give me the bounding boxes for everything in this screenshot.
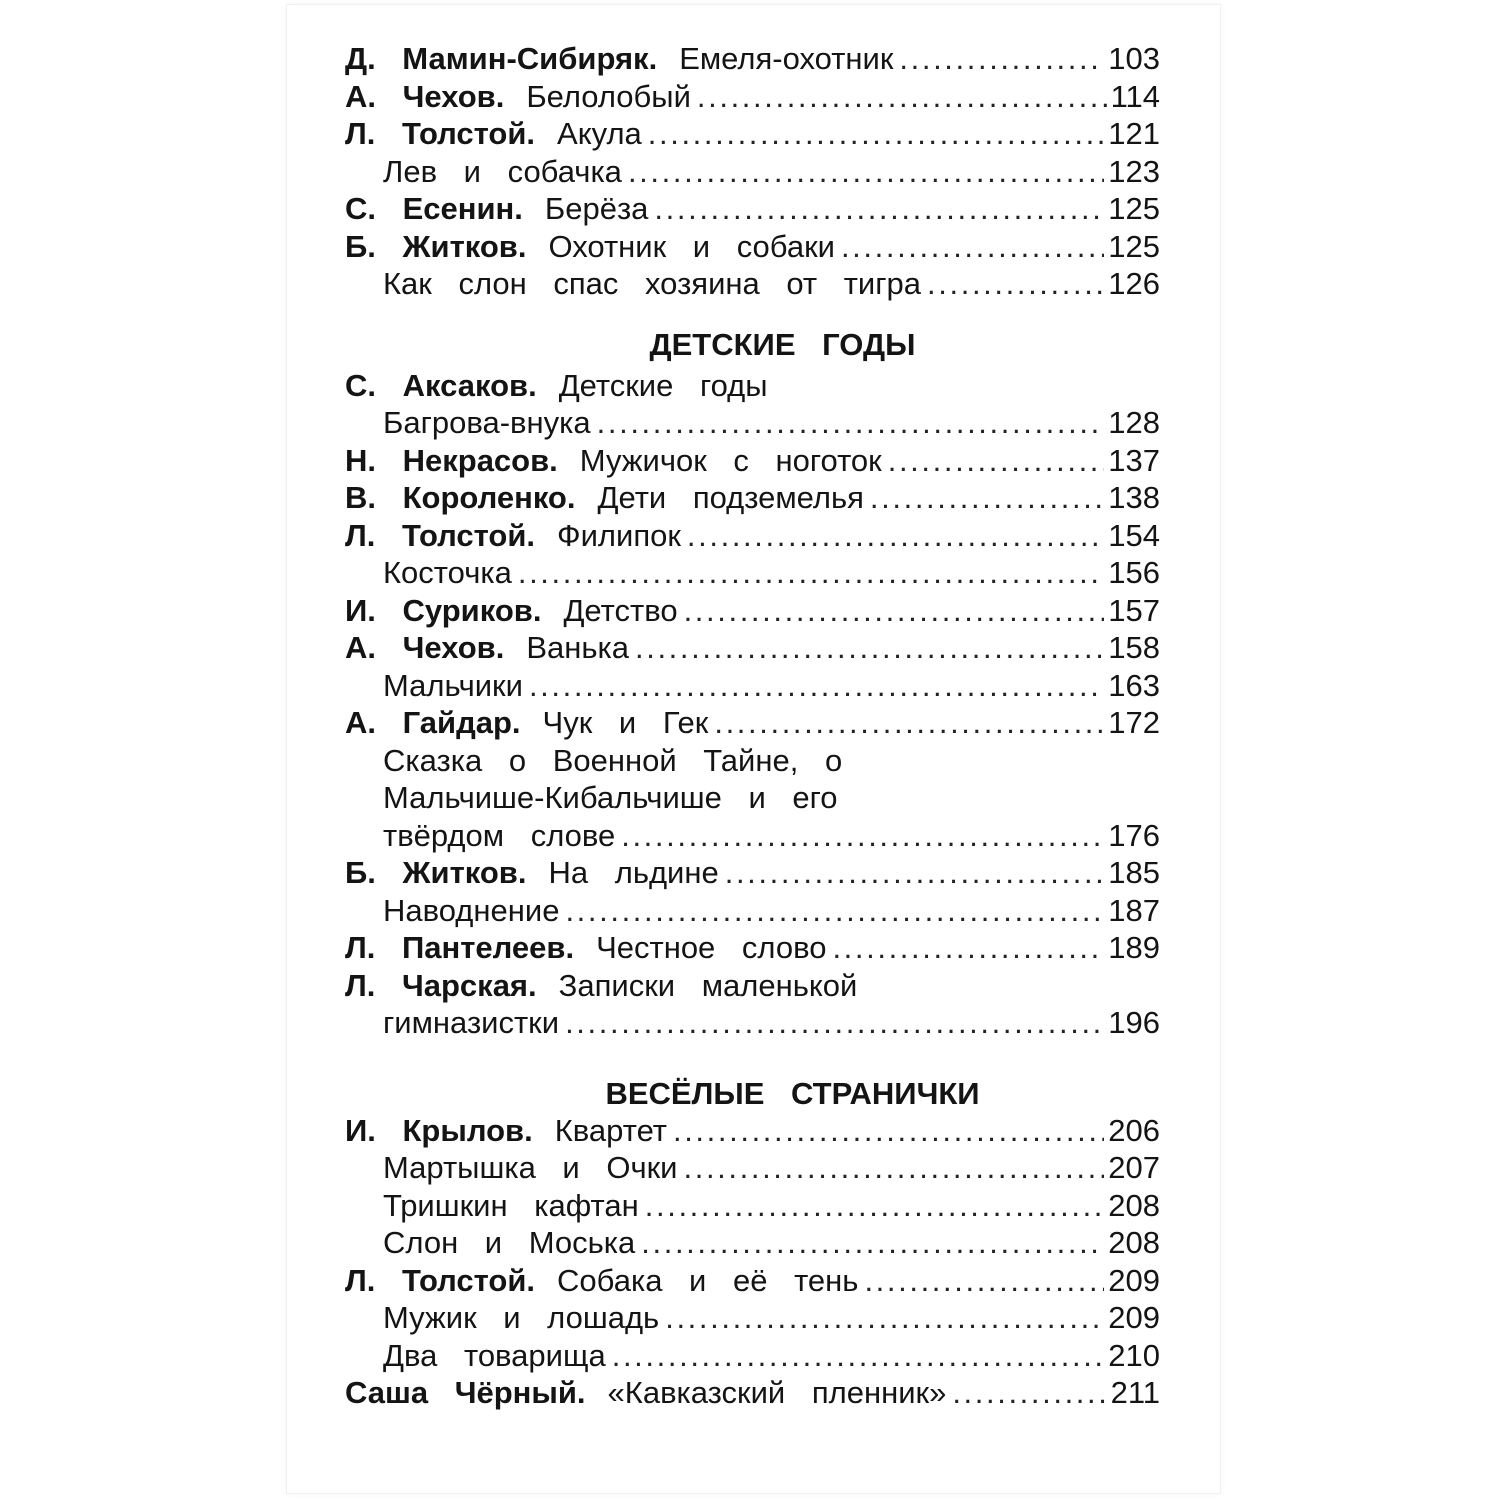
toc-title: Косточка	[383, 555, 512, 590]
toc-title: Чук и Гек	[542, 705, 709, 740]
toc-title: Два товарища	[383, 1337, 606, 1373]
toc-entry	[345, 115, 1160, 153]
toc-entry	[345, 1262, 1160, 1300]
toc-page-number: 185	[1108, 855, 1160, 890]
toc-page-number: 196	[1108, 1005, 1160, 1040]
dot-leader	[665, 1299, 1104, 1337]
toc-entry	[345, 153, 1160, 191]
toc-entry-continuation	[345, 1004, 1160, 1042]
toc-author: А. Чехов.	[345, 630, 505, 665]
dot-leader	[597, 404, 1105, 442]
toc-entry	[345, 929, 1160, 967]
toc-title: Мальчише-Кибальчише и его	[383, 780, 838, 815]
dot-leader	[648, 115, 1104, 153]
toc-author: А. Чехов.	[345, 78, 505, 114]
toc-title: Наводнение	[383, 892, 560, 928]
toc-page-number: 207	[1108, 1150, 1160, 1185]
toc-author: А. Гайдар.	[345, 705, 521, 740]
toc-page-number: 123	[1108, 153, 1160, 189]
toc-page-number: 121	[1108, 116, 1160, 151]
toc-page-number: 210	[1108, 1337, 1160, 1373]
toc-title: Акула	[557, 116, 642, 151]
toc-title: Квартет	[554, 1112, 667, 1148]
toc-title: Записки маленькой	[558, 967, 858, 1003]
dot-leader	[841, 228, 1104, 266]
dot-leader	[687, 517, 1104, 555]
toc-page-number: 172	[1108, 705, 1160, 740]
toc-title: Мужичок с ноготок	[579, 442, 882, 478]
toc-entry	[345, 479, 1160, 517]
toc-page-number: 158	[1108, 630, 1160, 665]
toc-title: Мартышка и Очки	[383, 1150, 678, 1185]
toc-entry	[345, 442, 1160, 480]
section-heading-veselye-stranichki: ВЕСЁЛЫЕ СТРАНИЧКИ	[605, 1075, 980, 1111]
toc-entry	[345, 1112, 1160, 1150]
toc-page-number: 114	[1110, 78, 1160, 114]
toc-entry	[345, 517, 1160, 555]
toc-page-number: 189	[1108, 930, 1160, 965]
toc-page-number: 211	[1110, 1375, 1160, 1410]
toc-entry	[345, 854, 1160, 892]
dot-leader	[628, 153, 1104, 191]
toc-title: Честное слово	[596, 930, 827, 965]
toc-author: Л. Чарская.	[345, 967, 537, 1003]
toc-entry	[345, 265, 1160, 303]
toc-title: Белолобый	[526, 78, 691, 114]
toc-entry	[345, 40, 1160, 78]
toc-title: Слон и Моська	[383, 1225, 636, 1260]
toc-entry	[345, 1299, 1160, 1337]
toc-page-number: 138	[1108, 480, 1160, 515]
dot-leader	[684, 1149, 1105, 1187]
dot-leader	[612, 1337, 1105, 1375]
toc-author: И. Суриков.	[345, 592, 542, 628]
dot-leader	[927, 265, 1104, 303]
toc-page-number: 125	[1108, 191, 1160, 226]
toc-entry	[345, 78, 1160, 116]
toc-title: Багрова-внука	[383, 405, 591, 440]
toc-title: Мальчики	[383, 667, 523, 703]
toc-entry	[345, 704, 1160, 742]
toc-author: Л. Толстой.	[345, 1262, 536, 1298]
dot-leader	[725, 854, 1105, 892]
toc-title: Лев и собачка	[383, 153, 622, 189]
toc-title: Детство	[563, 592, 678, 628]
toc-author: С. Аксаков.	[345, 367, 537, 403]
toc-entry	[345, 629, 1160, 667]
toc-title: Ванька	[526, 630, 629, 665]
dot-leader	[529, 667, 1104, 705]
dot-leader	[654, 190, 1104, 228]
toc-group-1	[345, 40, 1160, 303]
dot-leader	[952, 1374, 1106, 1412]
toc-title: гимназистки	[383, 1005, 560, 1040]
toc-author: С. Есенин.	[345, 191, 523, 226]
toc-title: Дети подземелья	[597, 480, 864, 515]
toc-page-number: 187	[1108, 892, 1160, 928]
toc-entry	[345, 967, 1160, 1005]
toc-title: Берёза	[544, 191, 649, 226]
toc-author: Л. Пантелеев.	[345, 930, 575, 965]
toc-entry-continuation	[345, 779, 1160, 817]
dot-leader	[518, 554, 1104, 592]
toc-page-number: 156	[1108, 555, 1160, 590]
table-of-contents	[345, 40, 1160, 1412]
dot-leader	[621, 817, 1104, 855]
toc-author: Б. Житков.	[345, 855, 527, 890]
dot-leader	[645, 1187, 1105, 1225]
dot-leader	[864, 1262, 1104, 1300]
toc-page-number: 157	[1108, 592, 1160, 628]
toc-title: Детские годы	[558, 367, 768, 403]
toc-author: В. Короленко.	[345, 480, 576, 515]
toc-page-number: 126	[1108, 266, 1160, 301]
toc-entry	[345, 892, 1160, 930]
dot-leader	[641, 1224, 1104, 1262]
toc-author: Саша Чёрный.	[345, 1375, 586, 1410]
toc-entry	[345, 1149, 1160, 1187]
toc-entry	[345, 228, 1160, 266]
toc-entry	[345, 554, 1160, 592]
toc-entry-continuation	[345, 742, 1160, 780]
dot-leader	[565, 892, 1104, 930]
toc-author: И. Крылов.	[345, 1112, 533, 1148]
dot-leader	[888, 442, 1105, 480]
toc-author: Н. Некрасов.	[345, 442, 558, 478]
toc-page-number: 103	[1108, 41, 1160, 76]
toc-entry	[345, 190, 1160, 228]
toc-entry	[345, 592, 1160, 630]
toc-author: Б. Житков.	[345, 228, 527, 264]
toc-entry	[345, 1187, 1160, 1225]
toc-page-number: 209	[1108, 1300, 1160, 1335]
toc-page-number: 206	[1108, 1112, 1160, 1148]
toc-page-number: 208	[1108, 1187, 1160, 1223]
dot-leader	[635, 629, 1104, 667]
dot-leader	[697, 78, 1107, 116]
toc-page-number: 163	[1108, 667, 1160, 703]
toc-title: Сказка о Военной Тайне, о	[383, 742, 843, 778]
dot-leader	[899, 40, 1104, 78]
toc-title: Как слон спас хозяина от тигра	[383, 266, 922, 301]
toc-entry	[345, 667, 1160, 705]
toc-entry	[345, 1337, 1160, 1375]
toc-group-2b	[345, 854, 1160, 967]
toc-group-3	[345, 1112, 1160, 1412]
dot-leader	[673, 1112, 1104, 1150]
toc-title: Емеля-охотник	[679, 41, 894, 76]
toc-title: Мужик и лошадь	[383, 1300, 660, 1335]
dot-leader	[832, 929, 1104, 967]
toc-group-2a	[345, 442, 1160, 742]
toc-page-number: 125	[1108, 228, 1160, 264]
toc-entry	[345, 367, 1160, 405]
toc-page-number: 176	[1108, 817, 1160, 853]
dot-leader	[714, 704, 1104, 742]
toc-entry	[345, 1374, 1160, 1412]
toc-page-number: 208	[1108, 1225, 1160, 1260]
toc-title: Филипок	[557, 517, 681, 553]
toc-entry-continuation	[345, 817, 1160, 855]
toc-page-number: 209	[1108, 1262, 1160, 1298]
toc-page-number: 137	[1108, 442, 1160, 478]
toc-entry-continuation	[345, 404, 1160, 442]
toc-title: Охотник и собаки	[548, 228, 835, 264]
toc-title: На льдине	[548, 855, 719, 890]
dot-leader	[870, 479, 1104, 517]
section-heading-detskie-gody: ДЕТСКИЕ ГОДЫ	[649, 326, 916, 362]
toc-author: Л. Толстой.	[345, 517, 536, 553]
dot-leader	[565, 1004, 1104, 1042]
toc-page-number: 128	[1108, 405, 1160, 440]
toc-title: Тришкин кафтан	[383, 1187, 639, 1223]
toc-page-number: 154	[1108, 517, 1160, 553]
toc-author: Д. Мамин-Сибиряк.	[345, 41, 658, 76]
toc-title: Собака и её тень	[557, 1262, 859, 1298]
toc-author: Л. Толстой.	[345, 116, 536, 151]
dot-leader	[684, 592, 1105, 630]
toc-entry	[345, 1224, 1160, 1262]
toc-title: твёрдом слове	[383, 817, 616, 853]
toc-title: «Кавказский пленник»	[607, 1375, 947, 1410]
